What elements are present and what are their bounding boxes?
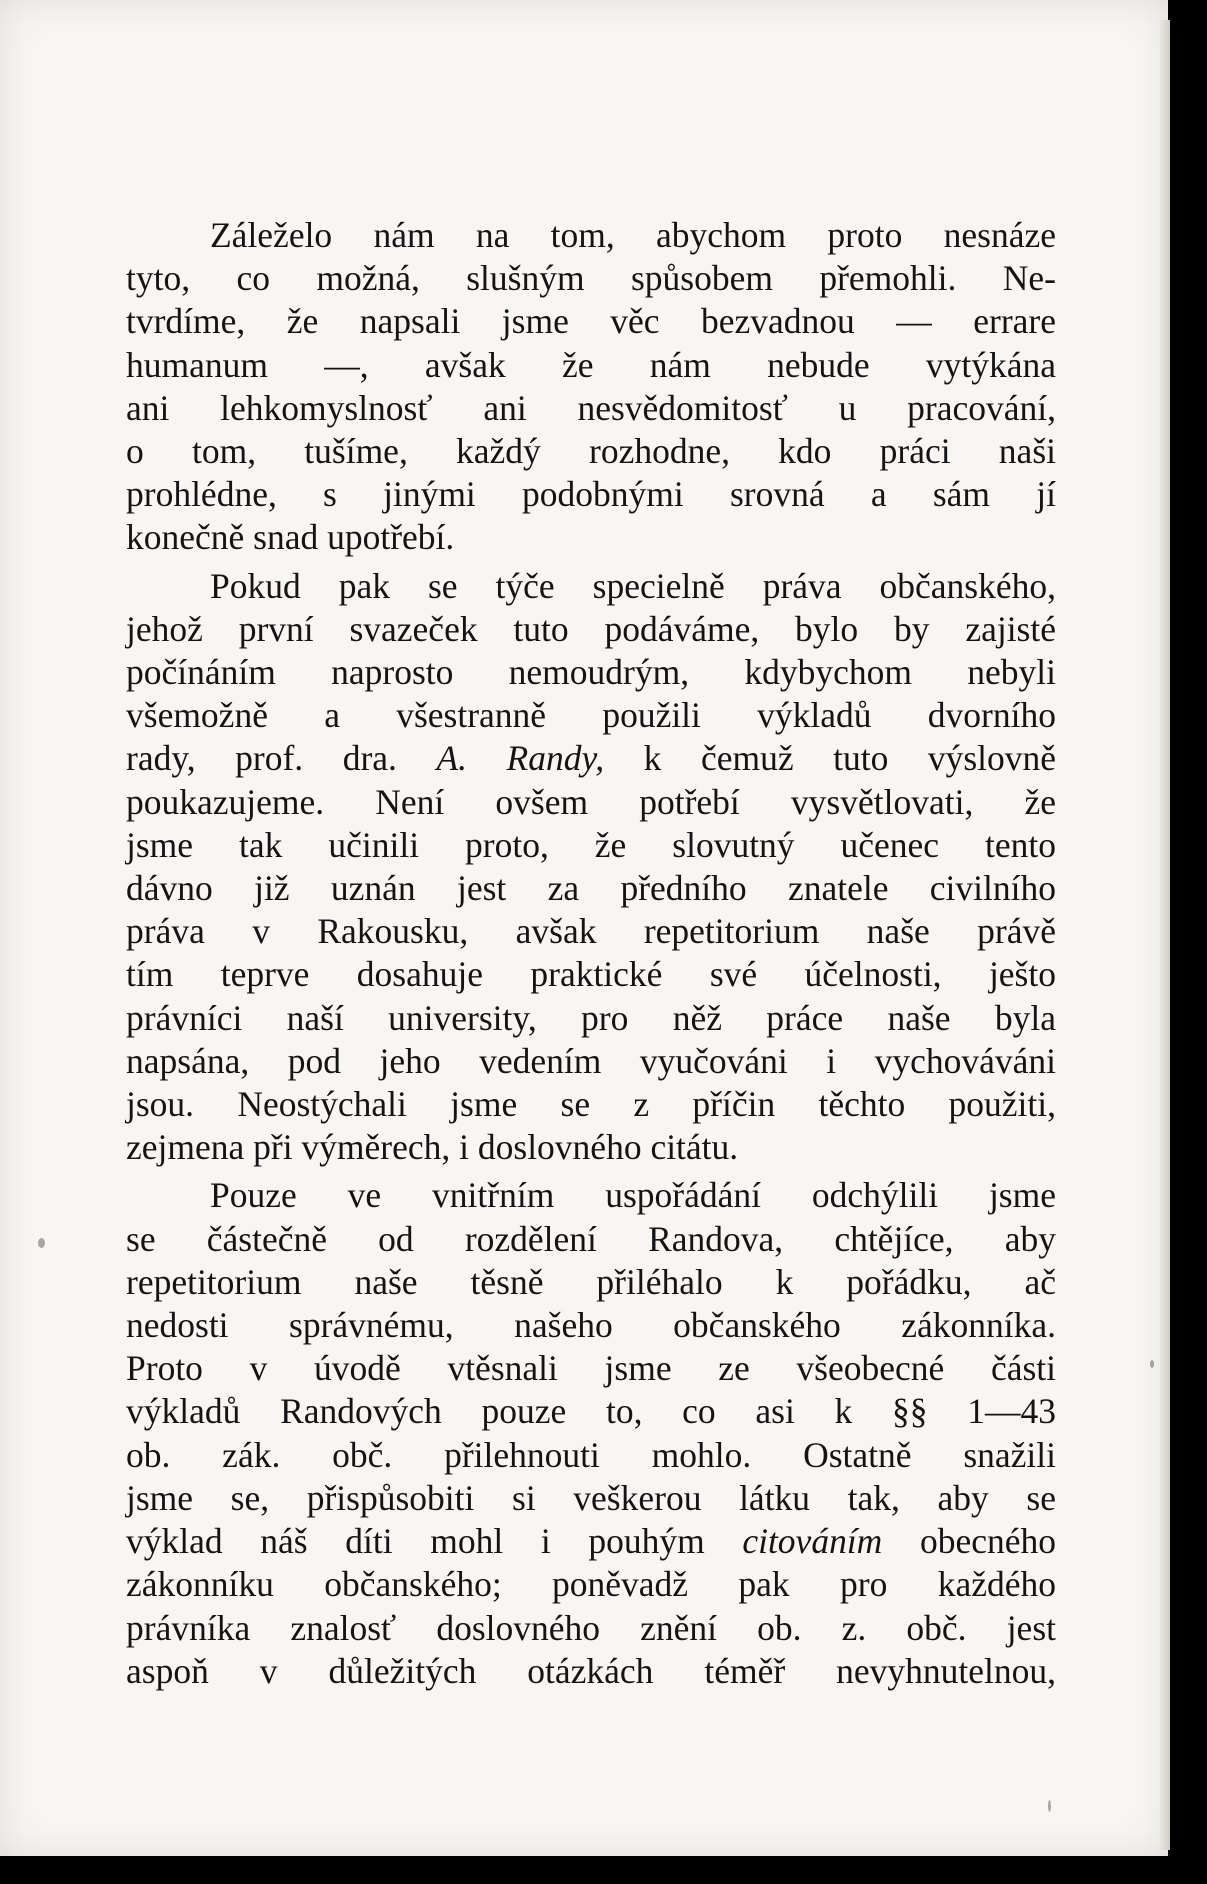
- text-line: aspoň v důležitých otázkách téměř nevyhnutelnou,: [126, 1650, 1056, 1691]
- text-line: tvrdíme, že napsali jsme věc bezvadnou — errare: [126, 301, 1056, 342]
- text-segment: k čemuž tuto výslovně: [643, 738, 1057, 779]
- text-line: tím teprve dosahuje praktické své účelnosti, ješto: [126, 954, 1056, 995]
- paragraph-3: [126, 1174, 1056, 1692]
- text-line: [126, 737, 1056, 780]
- paragraph-2: [126, 565, 1056, 1170]
- text-line: se částečně od rozdělení Randova, chtějíce, aby: [126, 1218, 1056, 1259]
- ink-speck: [38, 1238, 45, 1248]
- text-segment: výklad náš díti mohl i pouhým: [126, 1521, 705, 1562]
- ink-speck: [1150, 1360, 1154, 1368]
- text-line: práva v Rakousku, avšak repetitorium naše právě: [126, 911, 1056, 952]
- text-line: Pokud pak se týče specielně práva občanského,: [210, 565, 1056, 606]
- text-line: nedosti správnému, našeho občanského zákonníka.: [126, 1305, 1056, 1346]
- author-name: A. Randy,: [436, 738, 605, 779]
- text-line: výkladů Randových pouze to, co asi k §§ 1—43: [126, 1391, 1056, 1432]
- text-line: napsána, pod jeho vedením vyučováni i vychováváni: [126, 1040, 1056, 1081]
- emphasized-word: citováním: [742, 1521, 883, 1562]
- text-line: repetitorium naše těsně přiléhalo k pořádku, ač: [126, 1261, 1056, 1302]
- text-line: Záleželo nám na tom, abychom proto nesnáze: [210, 215, 1056, 255]
- text-line: všemožně a všestranně použili výkladů dvorního: [126, 695, 1056, 736]
- text-line: ani lehkomyslnosť ani nesvědomitosť u pracování,: [126, 387, 1056, 428]
- text-line: o tom, tušíme, každý rozhodne, kdo práci naši: [126, 431, 1056, 472]
- text-line: ob. zák. obč. přilehnouti mohlo. Ostatně snažili: [126, 1434, 1056, 1475]
- text-line: jehož první svazeček tuto podáváme, bylo by zajisté: [126, 608, 1056, 649]
- text-line: dávno již uznán jest za předního znatele civilního: [126, 868, 1056, 909]
- page-edge: [1160, 20, 1170, 1850]
- text-line: počínáním naprosto nemoudrým, kdybychom nebyli: [126, 652, 1056, 693]
- text-line: právníci naší university, pro něž práce naše byla: [126, 997, 1056, 1038]
- paragraph-1: [126, 214, 1056, 560]
- text-line: prohlédne, s jinými podobnými srovná a sám jí: [126, 474, 1056, 515]
- body-text: [126, 214, 1056, 1693]
- text-line: jsme tak učinili proto, že slovutný učenec tento: [126, 824, 1056, 865]
- text-line: jsme se, přispůsobiti si veškerou látku tak, aby se: [126, 1477, 1056, 1518]
- text-line: [126, 1520, 1056, 1563]
- text-line: právníka znalosť doslovného znění ob. z. obč. jest: [126, 1607, 1056, 1648]
- text-line: zejmena při výměrech, i doslovného citátu.: [126, 1127, 739, 1168]
- text-line: Pouze ve vnitřním uspořádání odchýlili jsme: [210, 1175, 1056, 1216]
- text-line: tyto, co možná, slušným spůsobem přemohli. Ne-: [126, 258, 1056, 299]
- text-line: Proto v úvodě vtěsnali jsme ze všeobecné části: [126, 1348, 1056, 1389]
- text-line: humanum —, avšak že nám nebude vytýkána: [126, 344, 1056, 385]
- text-line: konečně snad upotřebí.: [126, 517, 455, 558]
- text-line: poukazujeme. Není ovšem potřebí vysvětlovati, že: [126, 781, 1056, 822]
- text-line: zákonníku občanského; poněvadž pak pro každého: [126, 1564, 1056, 1605]
- text-line: jsou. Neostýchali jsme se z příčin těchto použiti,: [126, 1084, 1056, 1125]
- ink-speck: [1048, 1800, 1051, 1812]
- text-segment: obecného: [919, 1521, 1056, 1562]
- text-segment: rady, prof. dra.: [126, 738, 397, 779]
